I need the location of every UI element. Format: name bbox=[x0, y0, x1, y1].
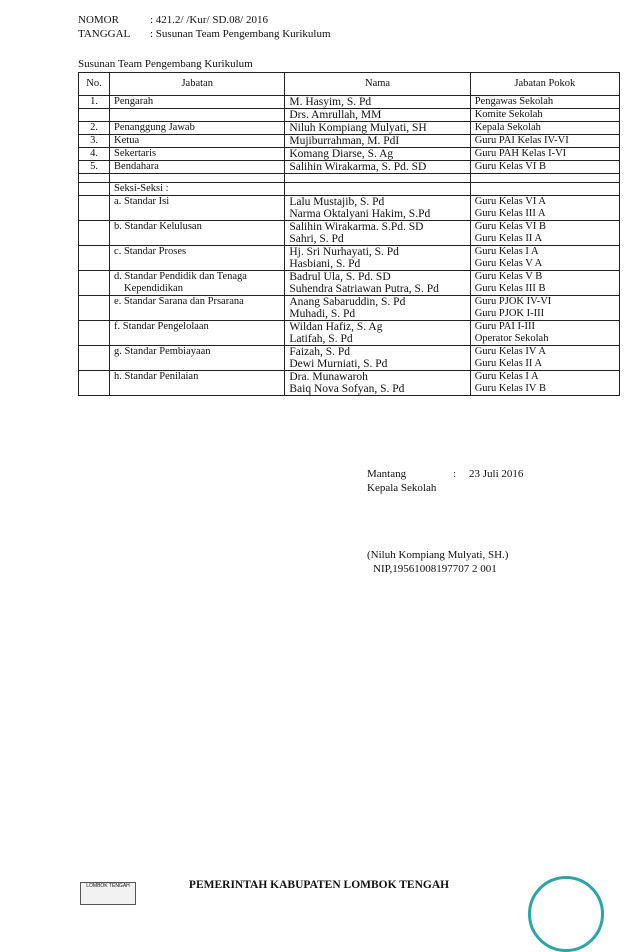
cell-jabatan bbox=[110, 196, 285, 221]
column-header: No. bbox=[79, 73, 110, 96]
table-row bbox=[79, 371, 620, 396]
cell-jabatan bbox=[110, 148, 285, 161]
cell-line: Bendahara bbox=[114, 161, 159, 172]
cell-no: 4. bbox=[79, 148, 110, 161]
cell-line: Latifah, S. Pd bbox=[289, 333, 353, 345]
cell-jabatan-pokok bbox=[470, 221, 619, 246]
column-header: Jabatan bbox=[110, 73, 285, 96]
cell-line: Guru PAI Kelas IV-VI bbox=[474, 135, 569, 146]
cell-no bbox=[79, 346, 110, 371]
table-row bbox=[79, 346, 620, 371]
cell-line: Guru PJOK I-III bbox=[474, 308, 545, 319]
signature-colon: : bbox=[453, 468, 457, 480]
cell-line: h. Standar Penilaian bbox=[114, 371, 199, 382]
cell-line: Guru Kelas III B bbox=[474, 283, 546, 294]
cell-line: Guru Kelas V A bbox=[474, 258, 543, 269]
cell-nama bbox=[285, 122, 470, 135]
cell-line: Guru PAI I-III bbox=[474, 321, 535, 332]
tanggal-label: TANGGAL bbox=[78, 28, 131, 40]
cell-nama bbox=[285, 174, 470, 183]
cell-line: Komite Sekolah bbox=[474, 109, 543, 120]
cell-jabatan bbox=[110, 221, 285, 246]
cell-line: Kepala Sekolah bbox=[474, 122, 541, 133]
table-row bbox=[79, 196, 620, 221]
cell-line: Komang Diarse, S. Ag bbox=[289, 148, 394, 160]
cell-jabatan bbox=[110, 183, 285, 196]
cell-line: Kependidikan bbox=[124, 283, 183, 294]
cell-jabatan bbox=[110, 161, 285, 174]
logo-text: LOMBOK TENGAH bbox=[86, 883, 130, 889]
cell-line: Anang Sabaruddin, S. Pd bbox=[289, 296, 406, 308]
cell-nama bbox=[285, 321, 470, 346]
cell-no bbox=[79, 321, 110, 346]
cell-no bbox=[79, 183, 110, 196]
cell-jabatan-pokok bbox=[470, 109, 619, 122]
cell-line: Guru Kelas VI A bbox=[474, 196, 546, 207]
cell-line: Guru Kelas VI B bbox=[474, 161, 546, 172]
cell-jabatan bbox=[110, 109, 285, 122]
cell-jabatan-pokok bbox=[470, 161, 619, 174]
table-row bbox=[79, 135, 620, 148]
cell-line: Niluh Kompiang Mulyati, SH bbox=[289, 122, 427, 134]
cell-line: Guru Kelas III A bbox=[474, 208, 546, 219]
team-table bbox=[78, 72, 620, 396]
cell-line: Salihin Wirakarma. S.Pd. SD bbox=[289, 221, 424, 233]
cell-line: Guru Kelas IV A bbox=[474, 346, 546, 357]
cell-jabatan bbox=[110, 122, 285, 135]
cell-line: Hj. Sri Nurhayati, S. Pd bbox=[289, 246, 399, 258]
nomor-value: : 421.2/ /Kur/ SD.08/ 2016 bbox=[150, 14, 268, 26]
tanggal-value: : Susunan Team Pengembang Kurikulum bbox=[150, 28, 331, 40]
signature-nip: NIP,19561008197707 2 001 bbox=[373, 563, 497, 575]
cell-line: Penanggung Jawab bbox=[114, 122, 195, 133]
table-row bbox=[79, 271, 620, 296]
table-row bbox=[79, 296, 620, 321]
cell-jabatan bbox=[110, 346, 285, 371]
cell-line: f. Standar Pengelolaan bbox=[114, 321, 209, 332]
signature-place-date bbox=[367, 468, 523, 481]
cell-nama bbox=[285, 196, 470, 221]
cell-nama bbox=[285, 271, 470, 296]
table-row bbox=[79, 161, 620, 174]
table-row bbox=[79, 109, 620, 122]
table-header-row bbox=[79, 73, 620, 96]
table-row bbox=[79, 148, 620, 161]
cell-line: Pengarah bbox=[114, 96, 154, 107]
nomor-label: NOMOR bbox=[78, 14, 119, 26]
cell-line: Faizah, S. Pd bbox=[289, 346, 351, 358]
cell-jabatan bbox=[110, 246, 285, 271]
cell-jabatan-pokok bbox=[470, 96, 619, 109]
cell-no bbox=[79, 196, 110, 221]
cell-no bbox=[79, 246, 110, 271]
cell-nama bbox=[285, 346, 470, 371]
cell-jabatan-pokok bbox=[470, 346, 619, 371]
signature-date: 23 Juli 2016 bbox=[469, 468, 524, 480]
cell-line: Guru Kelas V B bbox=[474, 271, 543, 282]
table-row bbox=[79, 96, 620, 109]
cell-nama bbox=[285, 148, 470, 161]
cell-nama bbox=[285, 371, 470, 396]
table-row bbox=[79, 174, 620, 183]
cell-no bbox=[79, 371, 110, 396]
cell-line: e. Standar Sarana dan Prsarana bbox=[114, 296, 244, 307]
signature-role: Kepala Sekolah bbox=[367, 482, 437, 494]
cell-jabatan bbox=[110, 371, 285, 396]
cell-nama bbox=[285, 183, 470, 196]
cell-line: Wildan Hafiz, S. Ag bbox=[289, 321, 383, 333]
table-row bbox=[79, 221, 620, 246]
cell-line: Dewi Murniati, S. Pd bbox=[289, 358, 388, 370]
cell-nama bbox=[285, 135, 470, 148]
cell-jabatan bbox=[110, 321, 285, 346]
cell-line: Baiq Nova Sofyan, S. Pd bbox=[289, 383, 405, 395]
cell-line: M. Hasyim, S. Pd bbox=[289, 96, 372, 108]
cell-line: Sekertaris bbox=[114, 148, 157, 159]
cell-line: d. Standar Pendidik dan Tenaga bbox=[114, 271, 247, 282]
cell-jabatan-pokok bbox=[470, 174, 619, 183]
cell-no: 5. bbox=[79, 161, 110, 174]
cell-line: Guru Kelas I A bbox=[474, 371, 539, 382]
cell-line: Suhendra Satriawan Putra, S. Pd bbox=[289, 283, 439, 295]
document-title: Susunan Team Pengembang Kurikulum bbox=[78, 58, 253, 70]
cell-jabatan bbox=[110, 96, 285, 109]
cell-line: Narma Oktalyani Hakim, S.Pd bbox=[289, 208, 431, 220]
cell-line: Guru Kelas II A bbox=[474, 233, 543, 244]
cell-line: b. Standar Kelulusan bbox=[114, 221, 202, 232]
cell-nama bbox=[285, 161, 470, 174]
cell-line: Sahri, S. Pd bbox=[289, 233, 344, 245]
cell-line: g. Standar Pembiayaan bbox=[114, 346, 211, 357]
school-seal-logo bbox=[528, 876, 604, 952]
table-row bbox=[79, 122, 620, 135]
cell-nama bbox=[285, 96, 470, 109]
cell-jabatan-pokok bbox=[470, 296, 619, 321]
signature-name: (Niluh Kompiang Mulyati, SH.) bbox=[367, 549, 509, 561]
cell-jabatan-pokok bbox=[470, 196, 619, 221]
cell-nama bbox=[285, 109, 470, 122]
cell-line: Guru Kelas VI B bbox=[474, 221, 546, 232]
footer-title: PEMERINTAH KABUPATEN LOMBOK TENGAH bbox=[188, 879, 450, 891]
cell-line: Badrul Ula, S. Pd. SD bbox=[289, 271, 391, 283]
cell-jabatan-pokok bbox=[470, 183, 619, 196]
table-row bbox=[79, 183, 620, 196]
cell-jabatan bbox=[110, 174, 285, 183]
cell-no bbox=[79, 109, 110, 122]
cell-nama bbox=[285, 296, 470, 321]
signature-place: Mantang bbox=[367, 468, 407, 480]
cell-line: Ketua bbox=[114, 135, 140, 146]
tanggal-line bbox=[78, 28, 331, 41]
table-body bbox=[79, 96, 620, 396]
cell-jabatan-pokok bbox=[470, 135, 619, 148]
cell-jabatan bbox=[110, 135, 285, 148]
cell-jabatan bbox=[110, 271, 285, 296]
cell-line: Guru Kelas II A bbox=[474, 358, 543, 369]
cell-line: Lalu Mustajib, S. Pd bbox=[289, 196, 385, 208]
cell-no bbox=[79, 221, 110, 246]
cell-line: Guru Kelas I A bbox=[474, 246, 539, 257]
cell-jabatan-pokok bbox=[470, 321, 619, 346]
cell-line: Salihin Wirakarma, S. Pd. SD bbox=[289, 161, 427, 173]
cell-no: 2. bbox=[79, 122, 110, 135]
cell-line: Guru PAH Kelas I-VI bbox=[474, 148, 567, 159]
cell-jabatan-pokok bbox=[470, 246, 619, 271]
cell-nama bbox=[285, 246, 470, 271]
cell-jabatan-pokok bbox=[470, 371, 619, 396]
cell-jabatan-pokok bbox=[470, 271, 619, 296]
cell-line: Hasbiani, S. Pd bbox=[289, 258, 361, 270]
cell-no: 3. bbox=[79, 135, 110, 148]
cell-no: 1. bbox=[79, 96, 110, 109]
column-header: Nama bbox=[285, 73, 470, 96]
cell-line: Pengawas Sekolah bbox=[474, 96, 554, 107]
cell-line: Dra. Munawaroh bbox=[289, 371, 368, 383]
cell-jabatan-pokok bbox=[470, 148, 619, 161]
cell-line: a. Standar Isi bbox=[114, 196, 170, 207]
cell-line: Guru PJOK IV-VI bbox=[474, 296, 552, 307]
cell-no bbox=[79, 296, 110, 321]
cell-jabatan bbox=[110, 296, 285, 321]
cell-no bbox=[79, 271, 110, 296]
table-row bbox=[79, 321, 620, 346]
cell-nama bbox=[285, 221, 470, 246]
cell-line: Muhadi, S. Pd bbox=[289, 308, 356, 320]
cell-line: Drs. Amrullah, MM bbox=[289, 109, 382, 121]
cell-line: Mujiburrahman, M. PdI bbox=[289, 135, 400, 147]
cell-line: Operator Sekolah bbox=[474, 333, 549, 344]
cell-no bbox=[79, 174, 110, 183]
nomor-line bbox=[78, 14, 268, 27]
cell-line: c. Standar Proses bbox=[114, 246, 187, 257]
table-row bbox=[79, 246, 620, 271]
cell-line: Guru Kelas IV B bbox=[474, 383, 546, 394]
cell-line: Seksi-Seksi : bbox=[114, 183, 169, 194]
cell-jabatan-pokok bbox=[470, 122, 619, 135]
column-header: Jabatan Pokok bbox=[470, 73, 619, 96]
